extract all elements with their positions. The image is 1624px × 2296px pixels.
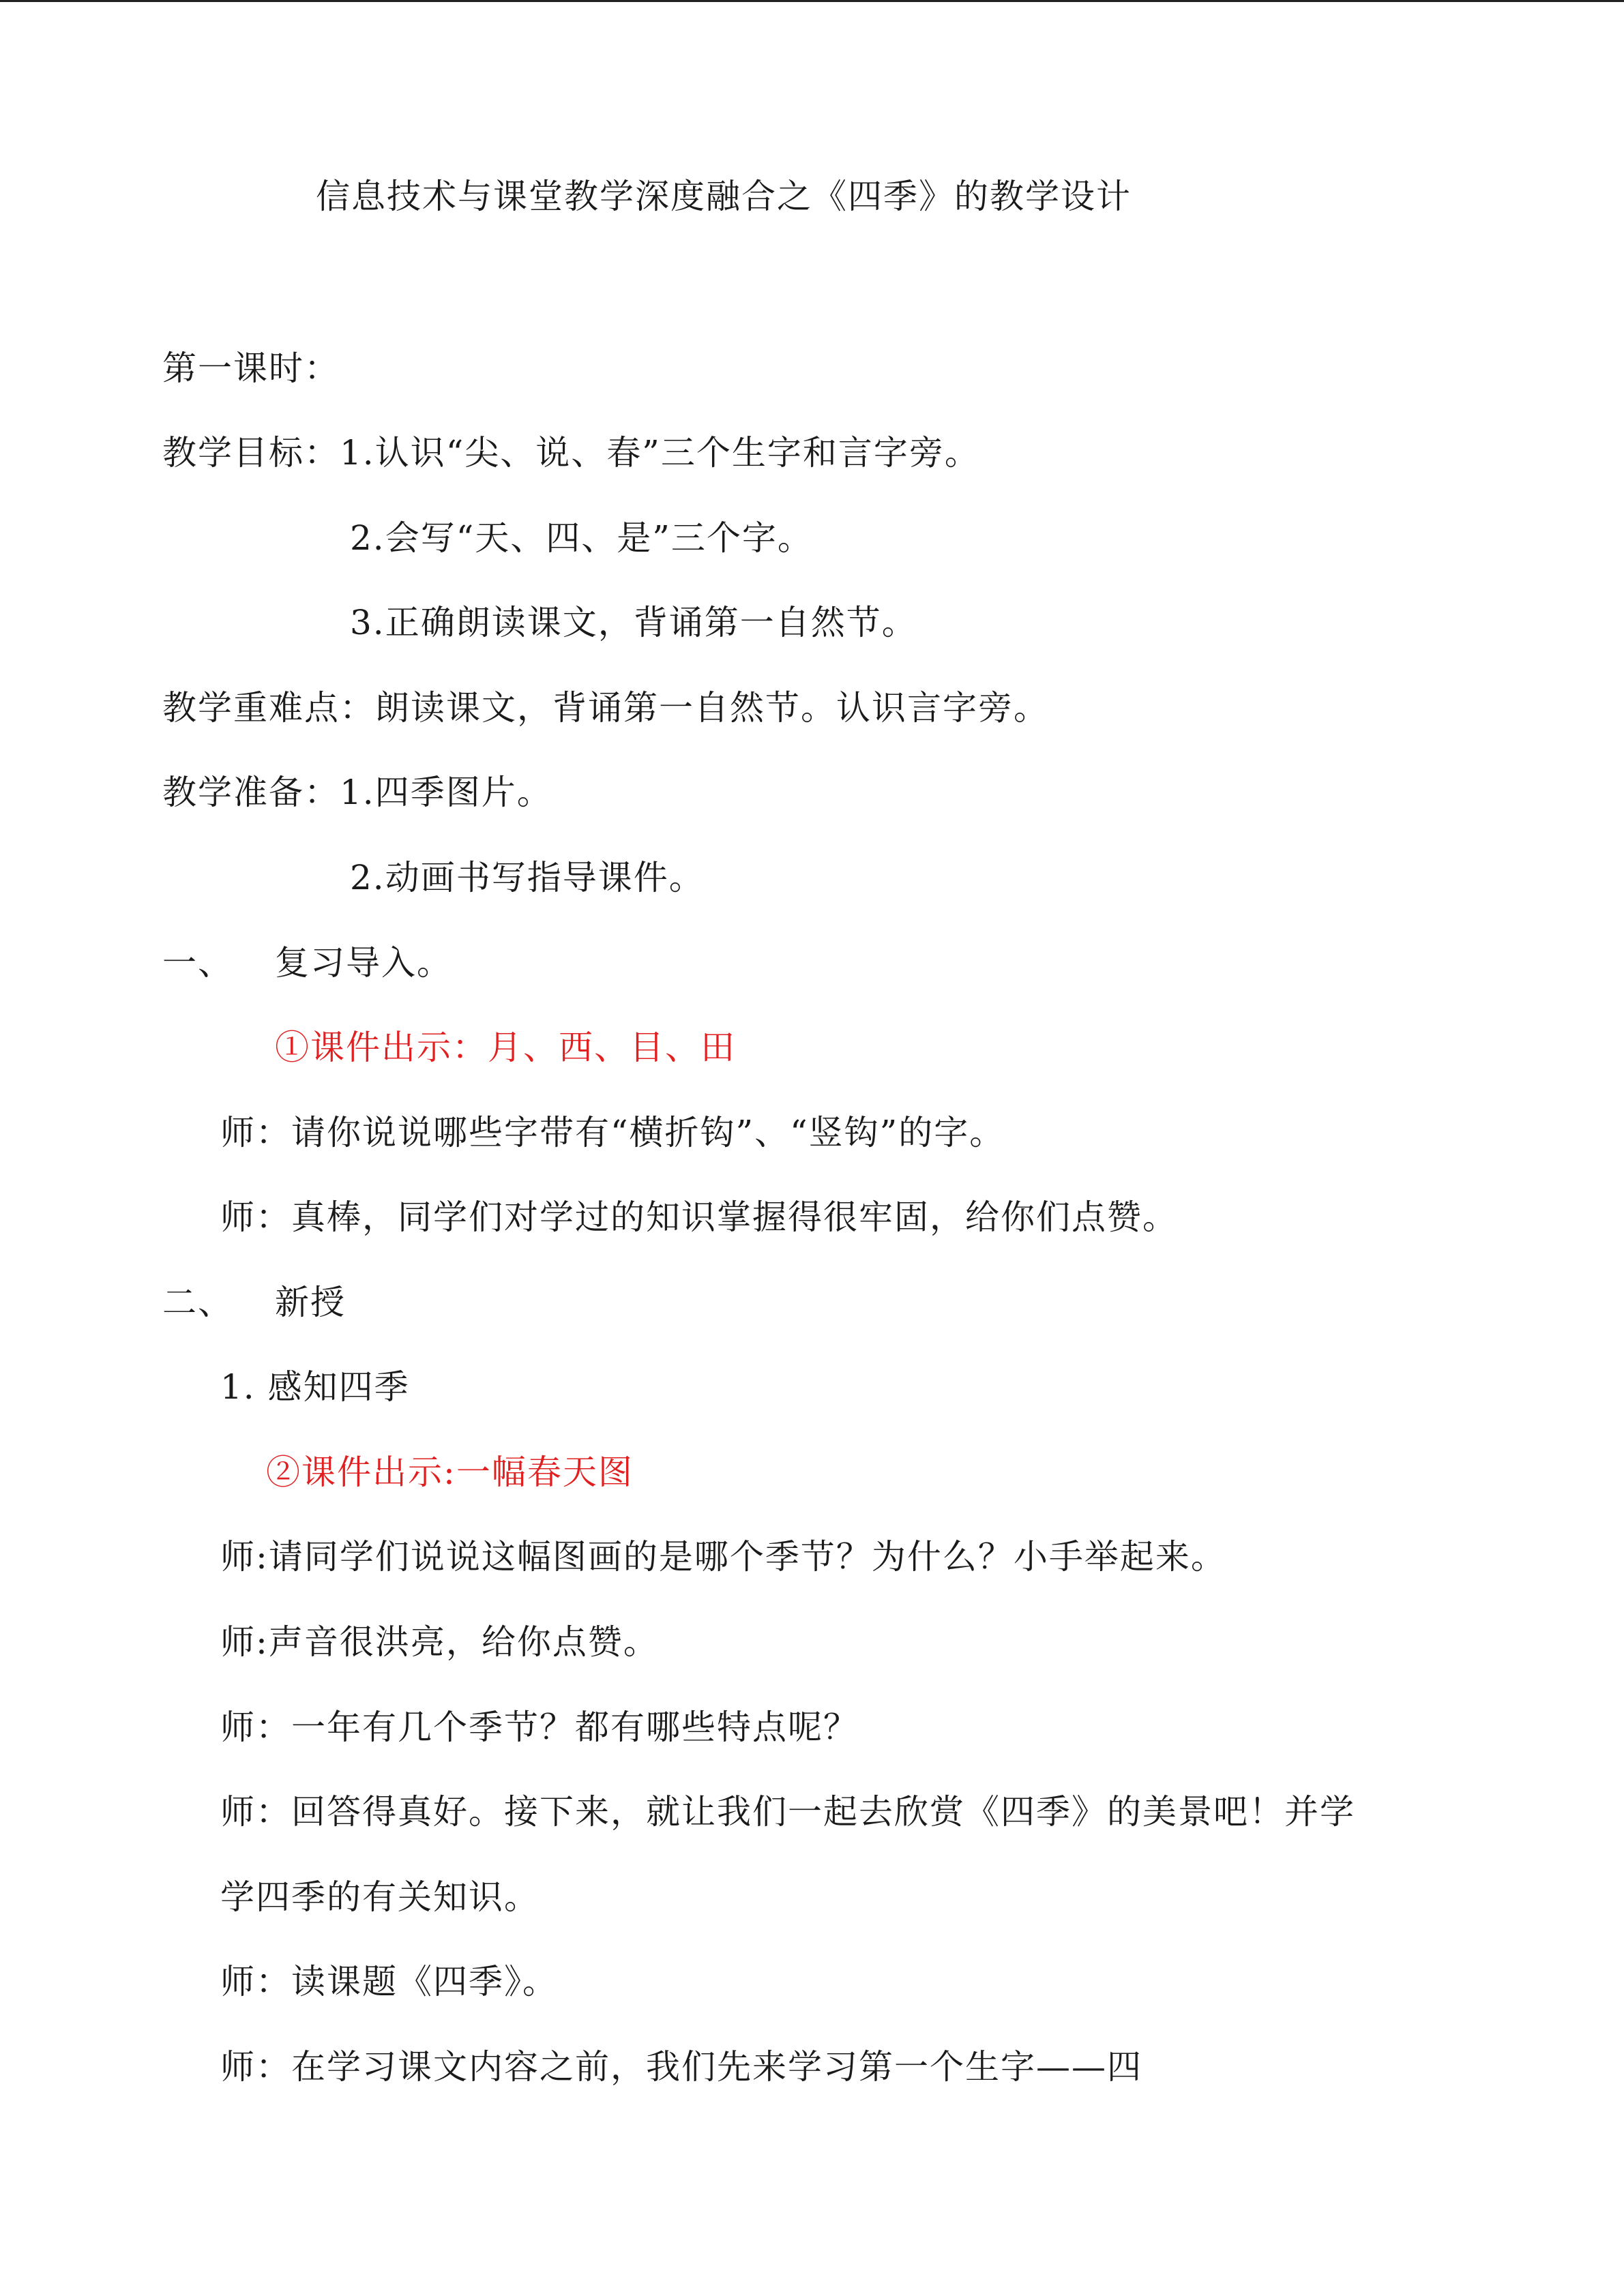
section2-subheading: 1. 感知四季 bbox=[220, 1367, 410, 1407]
section2-teacher-line-1: 师:请同学们说说这幅图画的是哪个季节？为什么？小手举起来。 bbox=[220, 1537, 1226, 1577]
preparation-line-1: 教学准备：1.四季图片。 bbox=[162, 773, 552, 812]
section1-courseware: ①课件出示：月、西、目、田 bbox=[275, 1028, 736, 1067]
section2-teacher-line-3: 师：一年有几个季节？都有哪些特点呢？ bbox=[220, 1708, 859, 1747]
section2-teacher-line-2: 师:声音很洪亮，给你点赞。 bbox=[220, 1622, 659, 1662]
section2-teacher-line-4b: 学四季的有关知识。 bbox=[220, 1877, 540, 1917]
section2-teacher-line-5: 师：读课题《四季》。 bbox=[220, 1962, 558, 2001]
top-border bbox=[0, 0, 1624, 2]
section1-heading: 复习导入。 bbox=[275, 943, 452, 983]
section2-teacher-line-4a: 师：回答得真好。接下来，就让我们一起去欣赏《四季》的美景吧！并学 bbox=[220, 1792, 1355, 1832]
section1-number: 一、 bbox=[162, 943, 233, 983]
lesson-label: 第一课时： bbox=[162, 348, 340, 388]
section2-heading: 新授 bbox=[275, 1283, 346, 1322]
preparation-line-2: 2.动画书写指导课件。 bbox=[350, 858, 705, 897]
section2-teacher-line-6: 师：在学习课文内容之前，我们先来学习第一个生字——四 bbox=[220, 2047, 1142, 2087]
key-points-line: 教学重难点：朗读课文，背诵第一自然节。认识言字旁。 bbox=[162, 688, 1049, 728]
objectives-line-1: 教学目标：1.认识“尖、说、春”三个生字和言字旁。 bbox=[162, 433, 980, 473]
objectives-line-3: 3.正确朗读课文，背诵第一自然节。 bbox=[350, 603, 917, 642]
section2-courseware: ②课件出示:一幅春天图 bbox=[266, 1452, 634, 1492]
section1-teacher-line-1: 师：请你说说哪些字带有“横折钩”、“竖钩”的字。 bbox=[220, 1113, 1005, 1152]
section2-number: 二、 bbox=[162, 1283, 233, 1322]
objectives-line-2: 2.会写“天、四、是”三个字。 bbox=[350, 518, 813, 558]
section1-teacher-line-2: 师：真棒，同学们对学过的知识掌握得很牢固，给你们点赞。 bbox=[220, 1197, 1178, 1237]
document-title: 信息技术与课堂教学深度融合之《四季》的教学设计 bbox=[316, 177, 1132, 216]
